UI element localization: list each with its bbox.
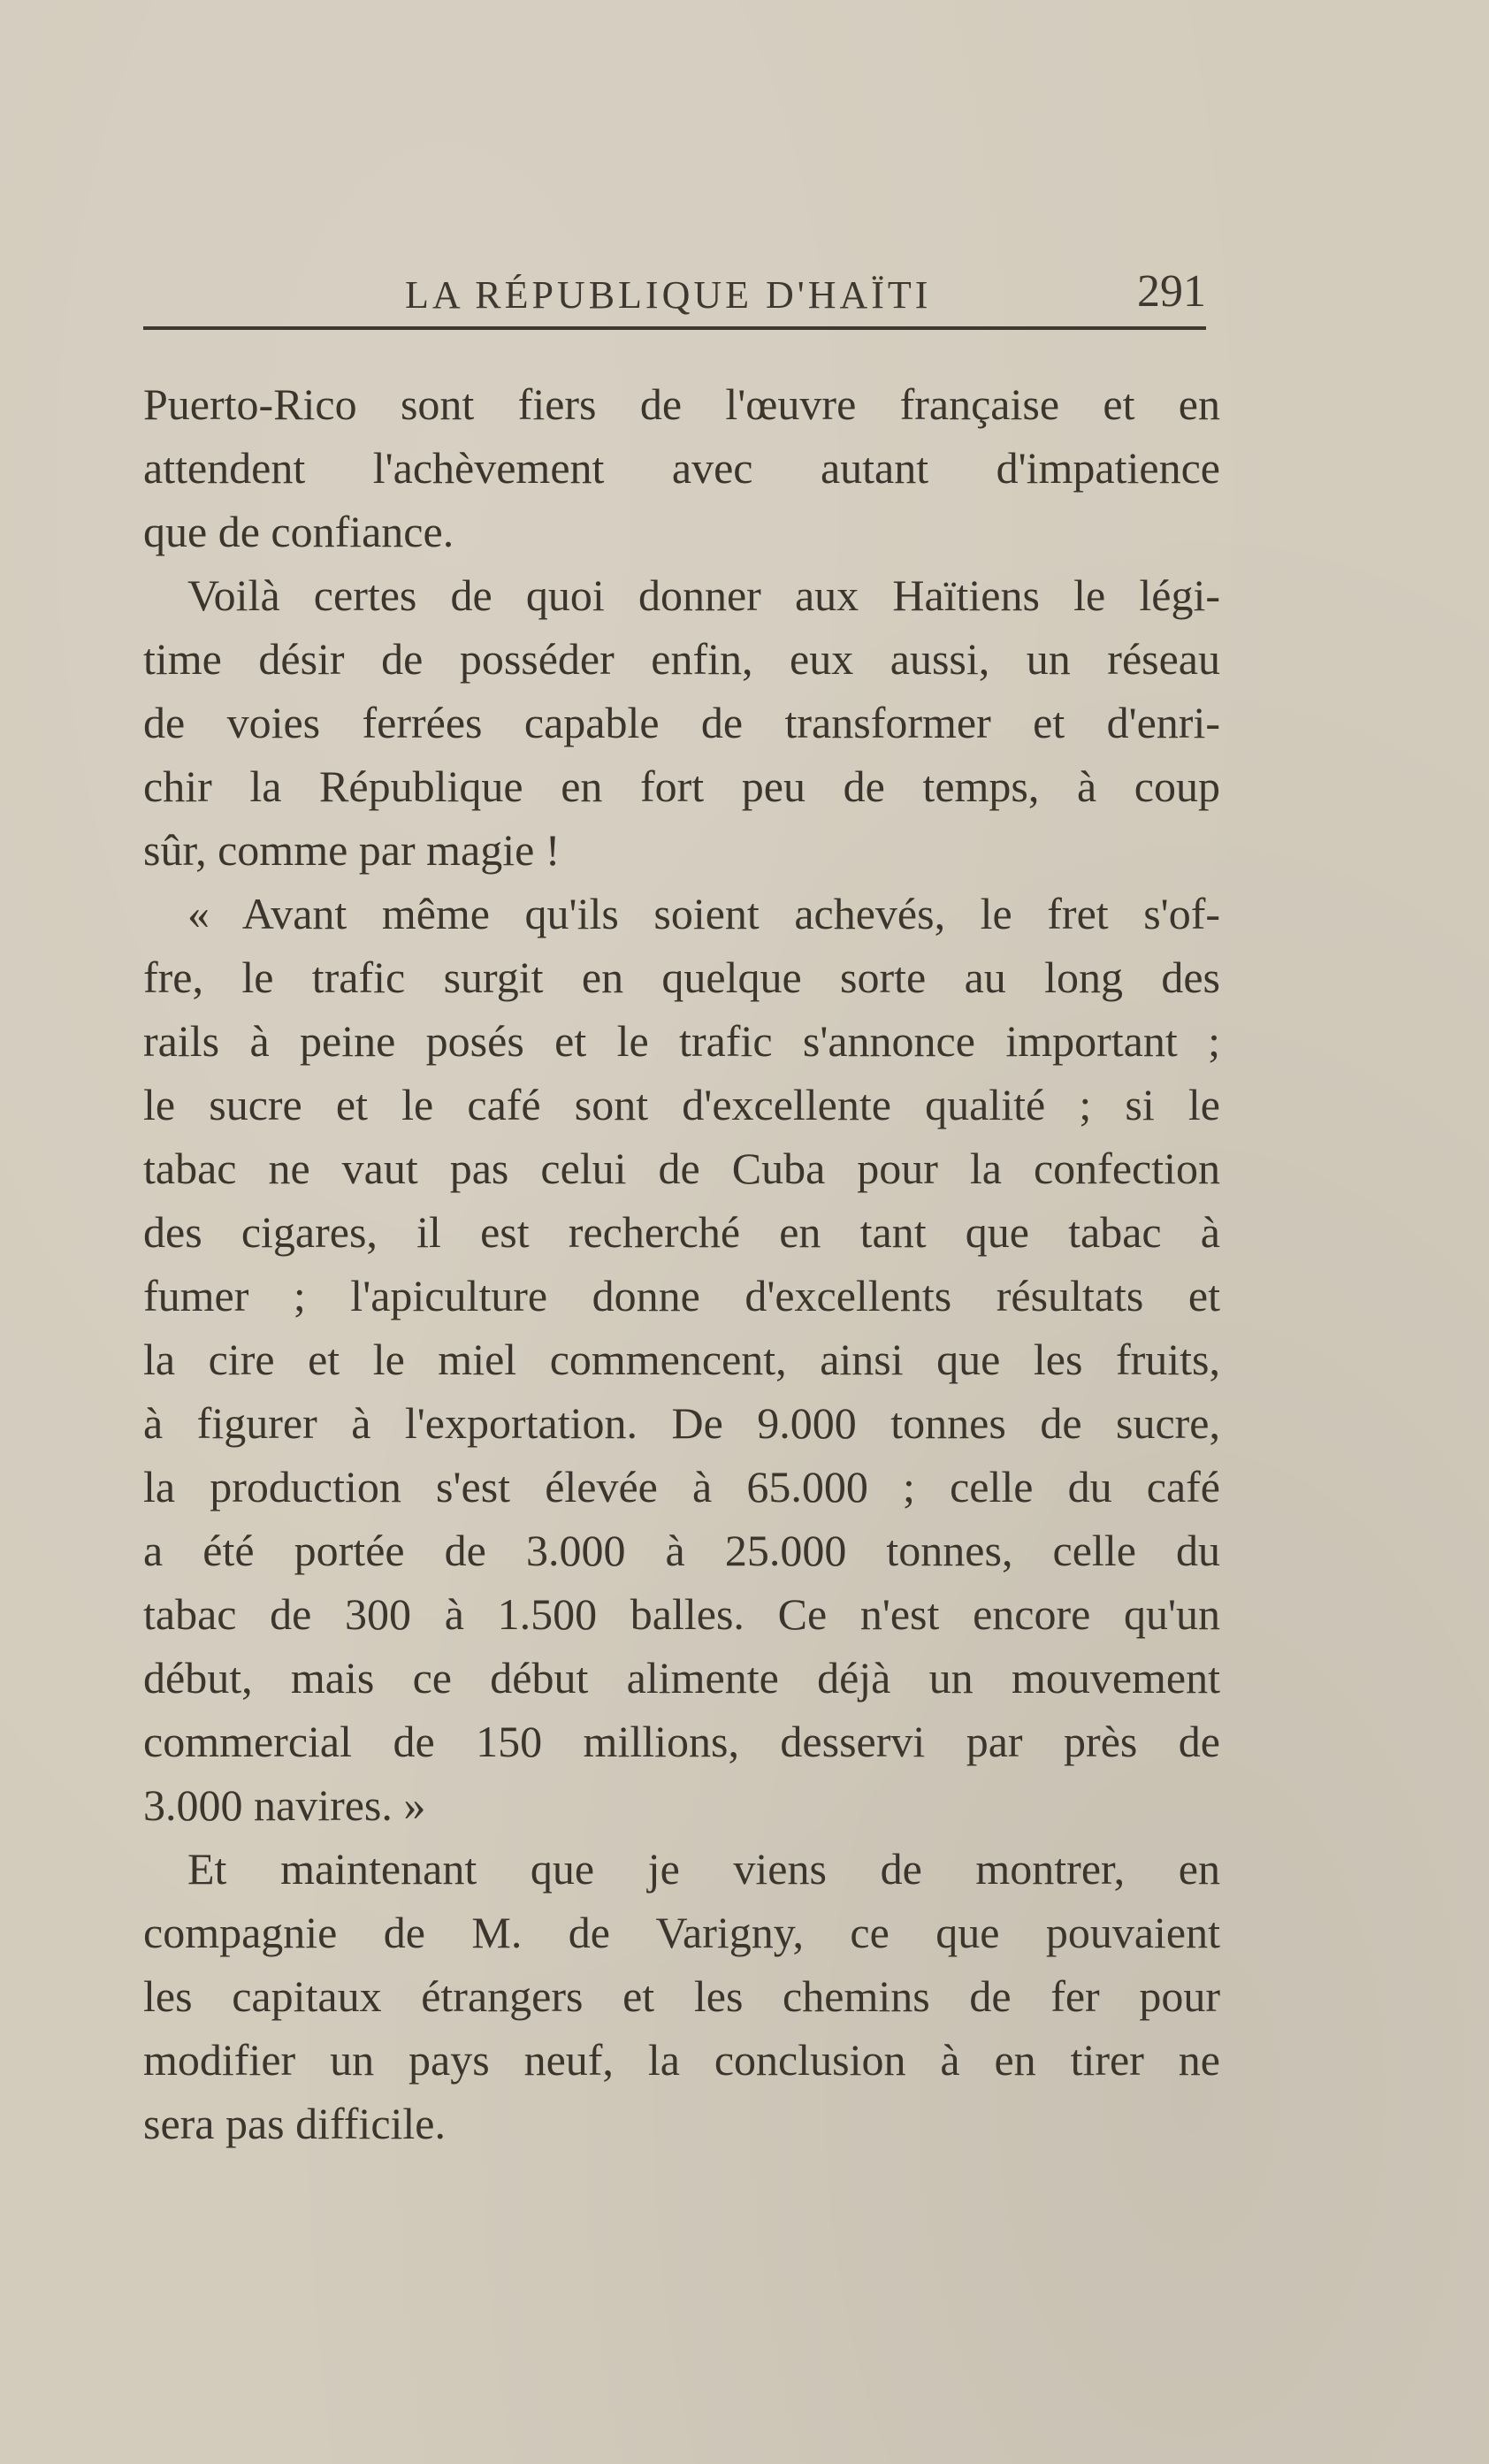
text-line: sera pas difficile. [143,2099,446,2148]
text-line: time désir de posséder enfin, eux aussi, un réseau [143,634,1220,684]
text-line: modifier un pays neuf, la conclusion à en tirer ne [143,2035,1220,2085]
text-line: Voilà certes de quoi donner aux Haïtiens le légi- [187,570,1220,620]
running-title: LA RÉPUBLIQUE D'HAÏTI [405,273,932,317]
text-line: Puerto-Rico sont fiers de l'œuvre française et en [143,379,1220,429]
text-line: des cigares, il est recherché en tant que tabac à [143,1207,1220,1257]
text-line: à figurer à l'exportation. De 9.000 tonnes de sucre, [143,1398,1220,1448]
text-line: fumer ; l'apiculture donne d'excellents résultats et [143,1271,1220,1320]
text-line: compagnie de M. de Varigny, ce que pouvaient [143,1908,1220,1957]
text-line: la production s'est élevée à 65.000 ; celle du café [143,1462,1220,1511]
text-line: la cire et le miel commencent, ainsi que les fruits, [143,1335,1220,1384]
text-line: fre, le trafic surgit en quelque sorte au long des [143,953,1220,1002]
text-line: tabac de 300 à 1.500 balles. Ce n'est encore qu'un [143,1589,1220,1639]
text-line: a été portée de 3.000 à 25.000 tonnes, celle du [143,1526,1220,1575]
text-line: rails à peine posés et le trafic s'annonce important ; [143,1016,1220,1066]
text-line: sûr, comme par magie ! [143,825,561,875]
text-line: commercial de 150 millions, desservi par près de [143,1717,1220,1766]
text-line: les capitaux étrangers et les chemins de fer pour [143,1971,1220,2021]
text-line: 3.000 navires. » [143,1780,426,1830]
text-line: attendent l'achèvement avec autant d'impatience [143,443,1220,493]
body-text [143,372,1231,2155]
text-line: de voies ferrées capable de transformer et d'enri- [143,698,1220,747]
header-rule [143,326,1206,330]
text-line: chir la République en fort peu de temps, à coup [143,761,1220,811]
text-line: tabac ne vaut pas celui de Cuba pour la confection [143,1144,1220,1193]
text-line: « Avant même qu'ils soient achevés, le fret s'of- [187,889,1220,938]
page-number: 291 [1137,266,1206,317]
text-line: début, mais ce début alimente déjà un mouvement [143,1653,1220,1703]
text-line: le sucre et le café sont d'excellente qualité ; si le [143,1080,1220,1129]
text-line: que de confiance. [143,507,454,556]
text-line: Et maintenant que je viens de montrer, en [187,1844,1220,1894]
page-header [143,265,1206,327]
